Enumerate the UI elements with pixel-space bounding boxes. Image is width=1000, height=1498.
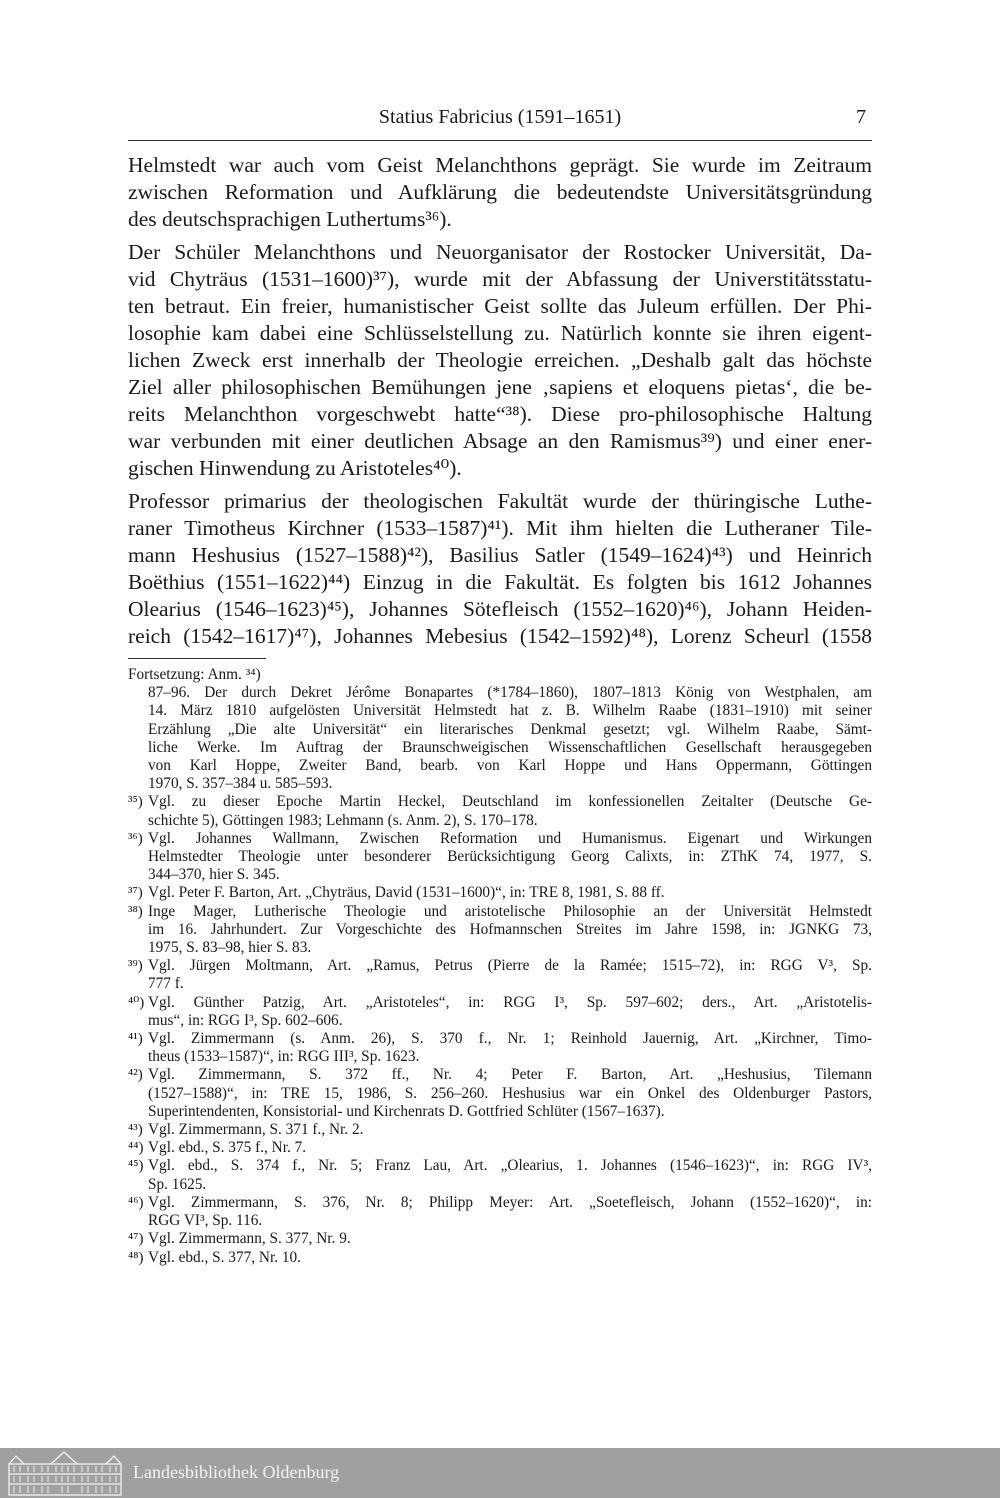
footnote-number: ⁴⁷): [128, 1231, 144, 1248]
footnote-line: 777 f.: [148, 975, 184, 993]
running-header: [128, 106, 872, 136]
text-line: zwischen Reformation und Aufklärung die bedeutendste Universitätsgründung: [128, 180, 872, 204]
footnote-number: ⁴¹): [128, 1031, 143, 1048]
text-line: Helmstedt war auch vom Geist Melanchthons geprägt. Sie wurde im Zeitraum: [128, 153, 872, 177]
footnote-line: RGG VI³, Sp. 116.: [148, 1212, 263, 1230]
footnote-line: Vgl. ebd., S. 375 f., Nr. 7.: [148, 1139, 307, 1157]
footnote-line: Helmstedter Theologie unter besonderer Berücksichtigung Georg Calixts, in: ZThK 74, 1977, S.: [148, 848, 872, 866]
footnote: [128, 1139, 872, 1157]
text-line: Boëthius (1551–1622)⁴⁴) Einzug in die Fakultät. Es folgten bis 1612 Johannes: [128, 570, 872, 594]
footnote-number: ⁴⁴): [128, 1140, 144, 1157]
footnote: [128, 1121, 872, 1139]
library-name: Landesbibliothek Oldenburg: [133, 1462, 340, 1482]
footnote-line: 1975, S. 83–98, hier S. 83.: [148, 939, 312, 957]
footnote-line: von Karl Hoppe, Zweiter Band, bearb. von Karl Hoppe und Hans Oppermann, Göttingen: [148, 757, 872, 775]
footnote-number: ⁴⁶): [128, 1194, 144, 1211]
footnote-number: ⁴³): [128, 1122, 143, 1139]
text-line: gischen Hinwendung zu Aristoteles⁴⁰).: [128, 456, 462, 480]
footnote-line: Vgl. zu dieser Epoche Martin Heckel, Deutschland im konfessionellen Zeitalter (Deutsche Ge-: [148, 793, 872, 811]
footnote-number: ³⁶): [128, 830, 143, 847]
footnote-line: mus“, in: RGG I³, Sp. 602–606.: [148, 1011, 343, 1029]
footnote-separator: [128, 658, 266, 659]
footnote-line: 14. März 1810 aufgelösten Universität Helmstedt hat z. B. Wilhelm Raabe (1831–1910) mit seiner: [148, 702, 872, 720]
footnote: [128, 1230, 872, 1248]
footnote: [128, 1066, 872, 1121]
footnote: [128, 1194, 872, 1230]
text-line: Der Schüler Melanchthons und Neuorganisator der Rostocker Universität, Da-: [128, 240, 872, 264]
footnote-number: ³⁸): [128, 903, 143, 920]
paragraph: [128, 152, 872, 233]
text-line: lichen Zweck erst innerhalb der Theologie erreichen. „Deshalb galt das höchste: [128, 348, 872, 372]
footnote: [128, 684, 872, 793]
footnote-number: ⁴²): [128, 1067, 143, 1084]
paragraph: [128, 239, 872, 482]
text-line: des deutschsprachigen Luthertums³⁶).: [128, 207, 452, 231]
footnote: [128, 1030, 872, 1066]
footnote-continuation-label: Fortsetzung: Anm. ³⁴): [128, 666, 261, 683]
footnote-number: ⁴⁵): [128, 1158, 144, 1175]
text-line: Olearius (1546–1623)⁴⁵), Johannes Sötefleisch (1552–1620)⁴⁶), Johann Heiden-: [128, 597, 872, 621]
footnote-line: Vgl. Jürgen Moltmann, Art. „Ramus, Petrus (Pierre de la Ramée; 1515–72), in: RGG V³, Sp.: [148, 957, 872, 975]
text-line: reich (1542–1617)⁴⁷), Johannes Mebesius (1542–1592)⁴⁸), Lorenz Scheurl (1558: [128, 624, 872, 648]
footnote-line: 87–96. Der durch Dekret Jérôme Bonapartes (*1784–1860), 1807–1813 König von Westphalen, am: [148, 684, 872, 702]
footnote-line: Vgl. Zimmermann (s. Anm. 26), S. 370 f., Nr. 1; Reinhold Jauernig, Art. „Kirchner, Timo-: [148, 1030, 872, 1048]
footnote-line: Inge Mager, Lutherische Theologie und aristotelische Philosophie an der Universität Helmstedt: [148, 902, 872, 920]
footnote-line: 1970, S. 357–384 u. 585–593.: [148, 775, 333, 793]
text-line: reits Melanchthon vorgeschwebt hatte“³⁸). Diese pro-philosophische Haltung: [128, 402, 872, 426]
text-line: vid Chyträus (1531–1600)³⁷), wurde mit der Abfassung der Universtitätsstatu-: [128, 267, 872, 291]
footnote-line: (1527–1588)“, in: TRE 15, 1986, S. 256–260. Heshusius war ein Onkel des Oldenburger Pastors,: [148, 1084, 872, 1102]
footnote: [128, 994, 872, 1030]
footnote-number: ³⁹): [128, 958, 143, 975]
footnote: [128, 793, 872, 829]
footnote-number: ⁴⁸): [128, 1249, 144, 1266]
running-title: Statius Fabricius (1591–1651): [378, 106, 622, 128]
library-building-logo-icon: [6, 1450, 124, 1496]
footnote-line: 344–370, hier S. 345.: [148, 866, 280, 884]
footnote-number: ⁴⁰): [128, 994, 145, 1011]
footnote-number: ³⁵): [128, 794, 143, 811]
footnote-line: Vgl. Zimmermann, S. 377, Nr. 9.: [148, 1230, 351, 1248]
text-line: losophie kam dabei eine Schlüsselstellung zu. Natürlich konnte sie ihren eigent-: [128, 321, 872, 345]
footnote: [128, 884, 872, 902]
footnote-line: Vgl. Günther Patzig, Art. „Aristoteles“, in: RGG I³, Sp. 597–602; ders., Art. „Aristotelis-: [148, 993, 872, 1011]
footnote-line: Vgl. ebd., S. 374 f., Nr. 5; Franz Lau, Art. „Olearius, 1. Johannes (1546–1623)“, in: RGG IV³,: [148, 1157, 872, 1175]
footnote-line: Vgl. Zimmermann, S. 372 ff., Nr. 4; Peter F. Barton, Art. „Heshusius, Tilemann: [148, 1066, 872, 1084]
footnote-line: theus (1533–1587)“, in: RGG III³, Sp. 1623.: [148, 1048, 420, 1066]
footnote-number: ³⁷): [128, 885, 143, 902]
footnote-line: Vgl. ebd., S. 377, Nr. 10.: [148, 1248, 301, 1266]
text-line: raner Timotheus Kirchner (1533–1587)⁴¹). Mit ihm hielten die Lutheraner Tile-: [128, 516, 872, 540]
paragraph: [128, 488, 872, 650]
footnote: [128, 1157, 872, 1193]
text-line: war verbunden mit einer deutlichen Absage an den Ramismus³⁹) und einer ener-: [128, 429, 872, 453]
page-number: 7: [856, 106, 866, 128]
footnote: [128, 903, 872, 958]
footnotes: [128, 666, 872, 1267]
footnote-line: Vgl. Zimmermann, S. 371 f., Nr. 2.: [148, 1121, 364, 1139]
header-rule: [128, 140, 872, 141]
text-line: mann Heshusius (1527–1588)⁴²), Basilius Satler (1549–1624)⁴³) und Heinrich: [128, 543, 872, 567]
text-line: Ziel aller philosophischen Bemühungen jene ‚sapiens et eloquens pietas‘, die be-: [128, 375, 872, 399]
footnote: [128, 830, 872, 885]
library-footer-bar: [0, 1448, 1000, 1498]
footnote: [128, 1249, 872, 1267]
footnote-line: Vgl. Peter F. Barton, Art. „Chyträus, David (1531–1600)“, in: TRE 8, 1981, S. 88 ff.: [148, 884, 665, 902]
text-line: Professor primarius der theologischen Fakultät wurde der thüringische Luthe-: [128, 489, 872, 513]
footnote-line: Vgl. Johannes Wallmann, Zwischen Reformation und Humanismus. Eigenart und Wirkungen: [148, 829, 872, 847]
footnote-line: Erzählung „Die alte Universität“ ein literarisches Denkmal gesetzt; vgl. Wilhelm Raabe, Sämt-: [148, 720, 872, 738]
footnote-line: im 16. Jahrhundert. Zur Vorgeschichte des Hofmannschen Streites im Jahre 1598, in: JGNKG 73,: [148, 920, 872, 938]
footnote-line: Superintendenten, Konsistorial- und Kirchenrats D. Gottfried Schlüter (1567–1637).: [148, 1102, 665, 1120]
footnote-line: liche Werke. Im Auftrag der Braunschweigischen Wissenschaftlichen Gesellschaft herausgegeben: [148, 738, 872, 756]
main-text: [128, 152, 872, 650]
text-line: ten betraut. Ein freier, humanistischer Geist sollte das Juleum erfüllen. Der Phi-: [128, 294, 872, 318]
footnote: [128, 957, 872, 993]
footnote-line: Sp. 1625.: [148, 1175, 207, 1193]
footnote-line: schichte 5), Göttingen 1983; Lehmann (s. Anm. 2), S. 170–178.: [148, 811, 538, 829]
footnote-line: Vgl. Zimmermann, S. 376, Nr. 8; Philipp Meyer: Art. „Soetefleisch, Johann (1552–1620)“, in:: [148, 1193, 872, 1211]
